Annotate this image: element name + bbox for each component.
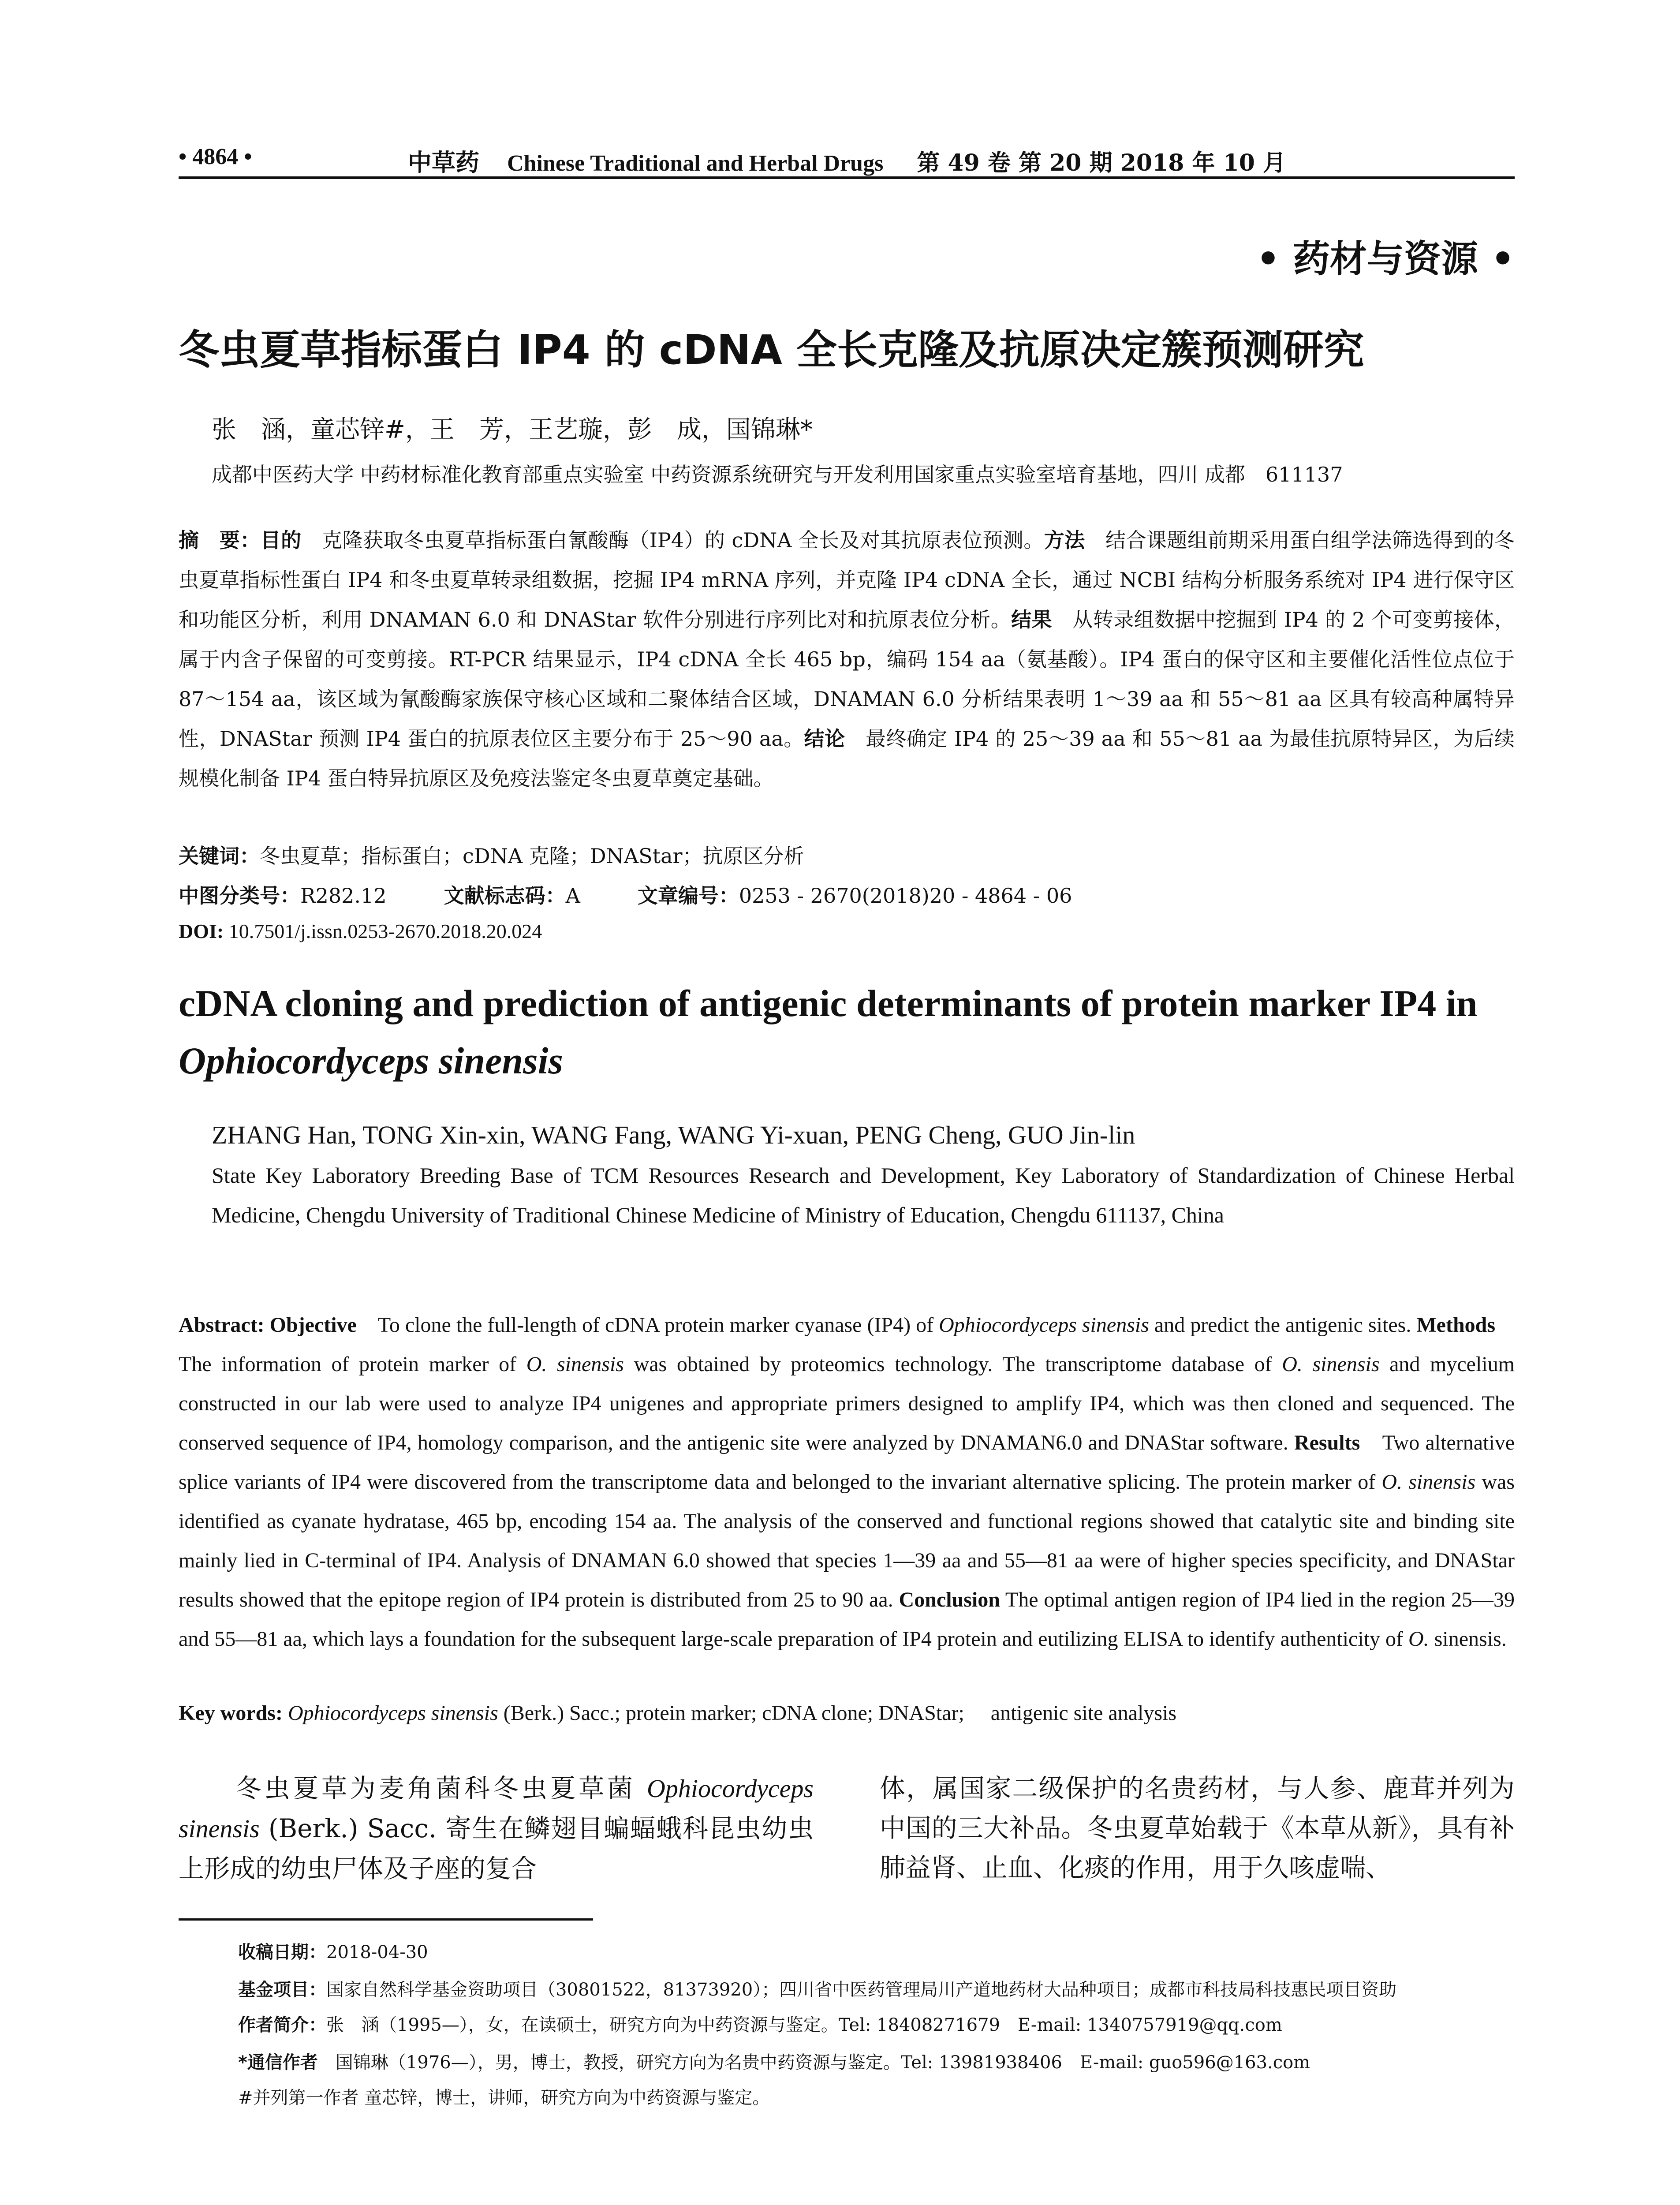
methods-en-end: and mycelium constructed in our lab were used to analyze IP4 unigenes and appropriate primers designed to amplify IP4, which was then cloned and sequenced. The conserved sequence of IP4, homology comparison, and the antigenic site were analyzed by DNAMAN6.0 and DNAStar software.	[179, 1353, 1515, 1454]
species-name: Ophiocordyceps sinensis	[179, 1774, 814, 1843]
keywords-cn	[179, 840, 804, 869]
methods-en: The information of protein marker of	[179, 1313, 1517, 1376]
conclusion-label-cn: 结论	[804, 727, 845, 751]
methods-en-cont: was obtained by proteomics technology. The transcriptome database of	[623, 1353, 1282, 1376]
running-header	[179, 141, 1515, 179]
authors-en: ZHANG Han, TONG Xin-xin, WANG Fang, WANG Yi-xuan, PENG Cheng, GUO Jin-lin	[212, 1121, 1135, 1149]
footnote-label: 基金项目：	[238, 1980, 326, 2000]
title-en	[179, 975, 1515, 1089]
methods-cn: 结合课题组前期采用蛋白组学法筛选得到的冬虫夏草指标性蛋白 IP4 和冬虫夏草转录组数据，挖掘 IP4 mRNA 序列，并克隆 IP4 cDNA 全长，通过 NCBI 结构分析服务系统对 IP4 进行保守区和功能区分析，利用 DNAMAN 6.0 和 DNAStar 软件分别进行序列比对和抗原表位分析。	[179, 528, 1515, 632]
results-cn: 从转录组数据中挖掘到 IP4 的 2 个可变剪接体，属于内含子保留的可变剪接。RT-PCR 结果显示，IP4 cDNA 全长 465 bp，编码 154 aa（氨基酸）。IP4 蛋白的保守区和主要催化活性位点位于 87～154 aa，该区域为氰酸酶家族保守核心区域和二聚体结合区域，DNAMAN 6.0 分析结果表明 1～39 aa 和 55～81 aa 区具有较高种属特异性，DNAStar 预测 IP4 蛋白的抗原表位区主要分布于 25～90 aa。	[179, 608, 1515, 751]
page-number: • 4864 •	[179, 144, 252, 169]
clc-label: 中图分类号：	[179, 884, 300, 908]
body-text: 冬虫夏草为麦角菌科冬虫夏草菌	[179, 1773, 647, 1803]
species-name: Ophiocordyceps sinensis	[939, 1313, 1149, 1337]
keywords-cn-text: 冬虫夏草；指标蛋白；cDNA 克隆；DNAStar；抗原区分析	[260, 844, 804, 868]
doi-label: DOI:	[179, 920, 224, 942]
classification-line	[179, 880, 1072, 909]
affiliation-cn: 成都中医药大学 中药材标准化教育部重点实验室 中药资源系统研究与开发利用国家重点实验室培育基地，四川 成都 611137	[212, 463, 1343, 486]
footnote-co-first: #并列第一作者 童芯锌，博士，讲师，研究方向为中药资源与鉴定。	[238, 2088, 770, 2108]
results-en: Two alternative splice variants of IP4 were discovered from the transcriptome data and belonged to the invariant alternative splicing. The protein marker of	[179, 1431, 1515, 1494]
footnote-rule	[179, 1918, 593, 1921]
objective-en-end: and predict the antigenic sites.	[1149, 1313, 1417, 1337]
footnote-text: 国家自然科学基金资助项目（30801522，81373920）；四川省中医药管理局川产道地药材大品种项目；成都市科技局科技惠民项目资助	[326, 1980, 1397, 2000]
results-en-end: was identified as cyanate hydratase, 465 bp, encoding 154 aa. The analysis of the conserved and functional regions showed that catalytic site and binding site mainly lied in C-terminal of IP4. Analysis of DNAMAN 6.0 showed that species 1—39 aa and 55—81 aa were of higher species specificity, and DNAStar results showed that the epitope region of IP4 protein is distributed from 25 to 90 aa.	[179, 1470, 1515, 1611]
footnote-text: 国锦琳（1976—），男，博士，教授，研究方向为名贵中药资源与鉴定。Tel: 13981938406 E-mail: guo596@163.com	[317, 2052, 1310, 2073]
doi-line	[179, 919, 542, 943]
journal-name-cn: 中草药	[408, 148, 479, 176]
article-number-value: 0253 - 2670(2018)20 - 4864 - 06	[739, 884, 1072, 908]
conclusion-en: The optimal antigen region of IP4 lied in the region 25—39 and 55—81 aa, which lays a foundation for the subsequent large-scale preparation of IP4 protein and eutilizing ELISA to identify authenticity of	[179, 1588, 1515, 1651]
species-abbrev: O. sinensis	[1282, 1353, 1380, 1376]
authors-cn: 张 涵，童芯锌#，王 芳，王艺璇，彭 成，国锦琳*	[212, 415, 813, 444]
keywords-en-label: Key words:	[179, 1701, 283, 1725]
body-column-left	[179, 1768, 814, 1888]
body-column-right: 体，属国家二级保护的名贵药材，与人参、鹿茸并列为中国的三大补品。冬虫夏草始载于《本草从新》，具有补肺益肾、止血、化痰的作用，用于久咳虚喘、	[880, 1773, 1515, 1883]
footnote-label: 作者简介：	[238, 2015, 326, 2035]
journal-issue: 第 49 卷 第 20 期 2018 年 10 月	[917, 149, 1286, 176]
species-abbrev: O. sinensis	[526, 1353, 624, 1376]
results-label-cn: 结果	[1011, 608, 1053, 632]
footnote-label: 收稿日期：	[238, 1942, 326, 1962]
footnote-author	[238, 2011, 1282, 2036]
conclusion-label-en: Conclusion	[899, 1588, 1000, 1611]
doc-code-label: 文献标志码：	[444, 884, 566, 908]
keywords-en-species: Ophiocordyceps sinensis	[282, 1701, 498, 1725]
clc-value: R282.12	[300, 884, 387, 908]
methods-label-cn: 方法	[1044, 528, 1085, 552]
title-cn: 冬虫夏草指标蛋白 IP4 的 cDNA 全长克隆及抗原决定簇预测研究	[179, 326, 1364, 374]
methods-label-en: Methods	[1416, 1313, 1496, 1337]
footnote-received	[238, 1938, 428, 1963]
footnote-text: 张 涵（1995—），女，在读硕士，研究方向为中药资源与鉴定。Tel: 18408271679 E-mail: 1340757919@qq.com	[326, 2015, 1282, 2035]
abstract-en	[179, 1305, 1515, 1659]
doi-value: 10.7501/j.issn.0253-2670.2018.20.024	[224, 920, 542, 942]
conclusion-cn: 最终确定 IP4 的 25～39 aa 和 55～81 aa 为最佳抗原特异区，为后续规模化制备 IP4 蛋白特异抗原区及免疫法鉴定冬虫夏草奠定基础。	[179, 727, 1515, 790]
title-en-main: cDNA cloning and prediction of antigenic determinants of protein marker IP4 in	[179, 982, 1478, 1024]
footnote-corresponding	[238, 2048, 1310, 2074]
objective-cn: 克隆获取冬虫夏草指标蛋白氰酸酶（IP4）的 cDNA 全长及对其抗原表位预测。	[301, 528, 1044, 552]
species-abbrev: O. sinensis	[1381, 1470, 1476, 1494]
results-label-en: Results	[1294, 1431, 1360, 1454]
keywords-en	[179, 1696, 1176, 1726]
keywords-cn-label: 关键词：	[179, 844, 260, 868]
title-en-species: Ophiocordyceps sinensis	[179, 1039, 563, 1082]
affiliation-en: State Key Laboratory Breeding Base of TCM Resources Research and Development, Key Laboratory of Standardization of Chinese Herbal Medicine, Chengdu University of Traditional Chinese Medicine of Ministry of Education, Chengdu 611137, China	[212, 1163, 1515, 1227]
body-text: (Berk.) Sacc. 寄生在鳞翅目蝙蝠蛾科昆虫幼虫上形成的幼虫尸体及子座的复合	[179, 1813, 814, 1884]
footnote-label: *通信作者	[238, 2052, 318, 2073]
journal-info	[408, 144, 1286, 178]
section-tag: • 药材与资源 •	[1256, 237, 1515, 280]
objective-en: To clone the full-length of cDNA protein marker cyanase (IP4) of	[356, 1313, 939, 1337]
keywords-en-text: (Berk.) Sacc.; protein marker; cDNA clone; DNAStar; antigenic site analysis	[498, 1701, 1177, 1725]
journal-name-en: Chinese Traditional and Herbal Drugs	[507, 151, 884, 176]
objective-label-cn: 目的	[260, 528, 302, 552]
footnote-fund	[238, 1976, 1396, 2001]
abstract-cn-label: 摘 要：	[179, 528, 261, 552]
abstract-en-label: Abstract: Objective	[179, 1313, 357, 1337]
article-number-label: 文章编号：	[637, 884, 739, 908]
abstract-cn	[179, 520, 1515, 798]
footnote-text: 2018-04-30	[326, 1942, 428, 1962]
species-abbrev: O.	[1408, 1627, 1429, 1651]
conclusion-en-end: sinensis.	[1429, 1627, 1507, 1651]
doc-code-value: A	[565, 884, 580, 908]
